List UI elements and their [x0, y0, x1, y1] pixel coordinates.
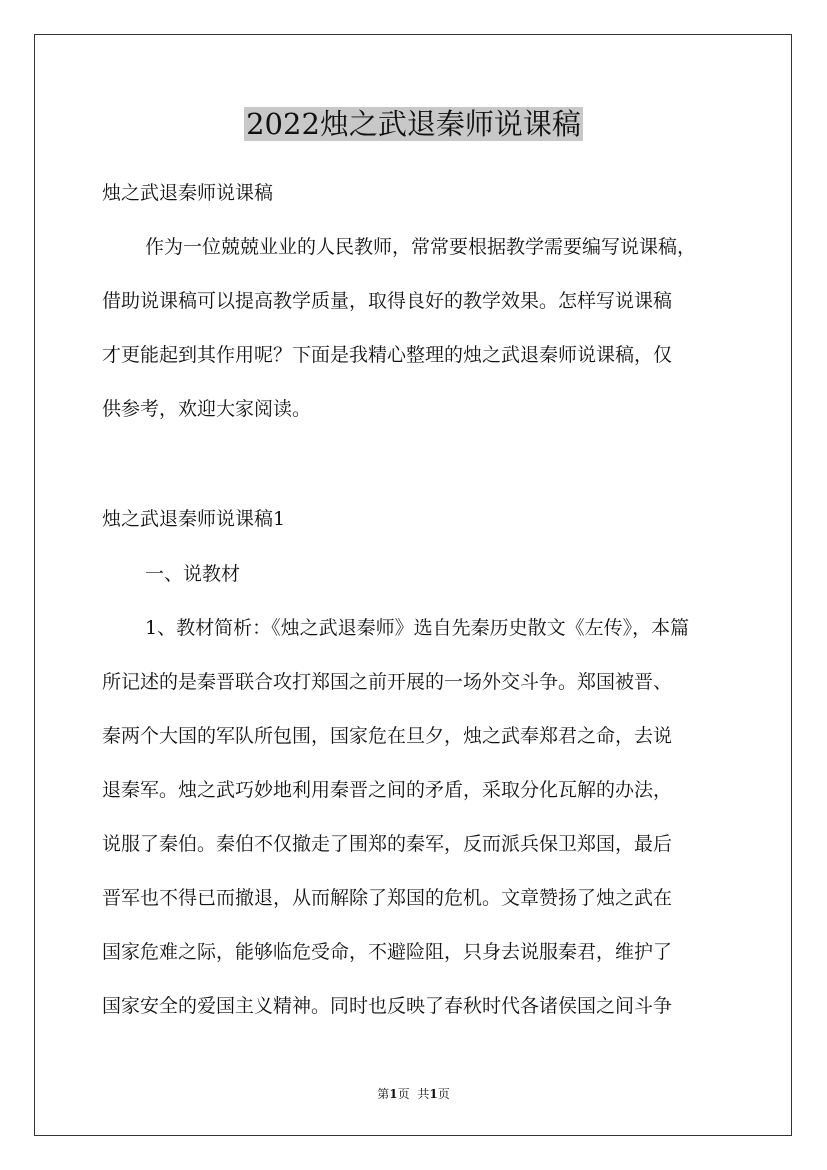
document-title — [0, 102, 827, 146]
paragraph-line: 秦两个大国的军队所包围，国家危在旦夕，烛之武奉郑君之命，去说 — [102, 725, 673, 747]
document-title-text: 2022烛之武退秦师说课稿 — [246, 107, 581, 141]
paragraph-line: 所记述的是秦晋联合攻打郑国之前开展的一场外交斗争。郑国被晋、 — [102, 671, 673, 693]
section-heading: 烛之武退秦师说课稿 — [102, 182, 274, 204]
paragraph-line: 退秦军。烛之武巧妙地利用秦晋之间的矛盾，采取分化瓦解的办法， — [102, 779, 673, 801]
page-footer — [0, 1086, 827, 1102]
subsection-heading: 一、说教材 — [145, 563, 241, 585]
paragraph-line: 国家危难之际，能够临危受命，不避险阻，只身去说服秦君，维护了 — [102, 941, 673, 963]
footer-total-number: 1 — [429, 1087, 438, 1101]
footer-total-prefix: 共 — [417, 1087, 430, 1101]
paragraph-line: 晋军也不得已而撤退，从而解除了郑国的危机。文章赞扬了烛之武在 — [102, 887, 673, 909]
paragraph-line: 说服了秦伯。秦伯不仅撤走了围郑的秦军，反而派兵保卫郑国，最后 — [102, 833, 673, 855]
section-heading: 烛之武退秦师说课稿1 — [102, 508, 286, 530]
paragraph-line: 1、教材简析：《烛之武退秦师》选自先秦历史散文《左传》，本篇 — [145, 617, 690, 639]
paragraph-line: 供参考，欢迎大家阅读。 — [102, 398, 312, 420]
paragraph-line: 才更能起到其作用呢？下面是我精心整理的烛之武退秦师说课稿，仅 — [102, 344, 673, 366]
footer-page-prefix: 第 — [377, 1087, 390, 1101]
paragraph-line: 国家安全的爱国主义精神。同时也反映了春秋时代各诸侯国之间斗争 — [102, 995, 673, 1017]
footer-page-suffix: 页 — [397, 1087, 410, 1101]
paragraph-line: 作为一位兢兢业业的人民教师，常常要根据教学需要编写说课稿， — [145, 236, 697, 258]
footer-page-number: 1 — [389, 1087, 398, 1101]
paragraph-line: 借助说课稿可以提高教学质量，取得良好的教学效果。怎样写说课稿 — [102, 290, 673, 312]
footer-total-suffix: 页 — [437, 1087, 450, 1101]
